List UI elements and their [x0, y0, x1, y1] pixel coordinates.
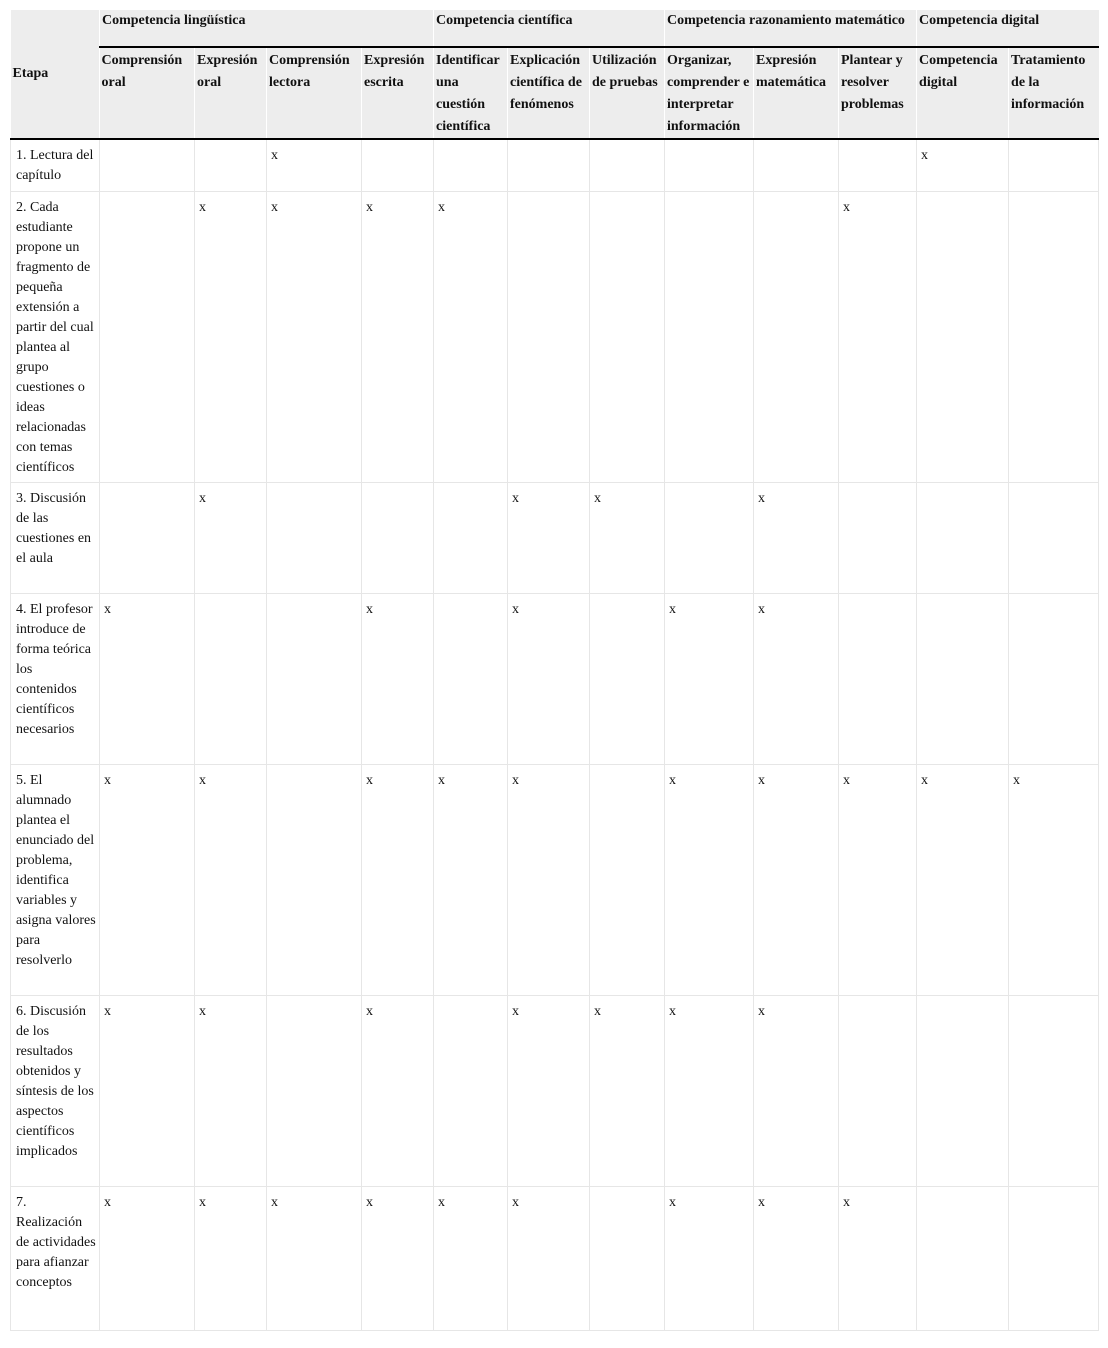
table-cell: x: [508, 1186, 590, 1330]
table-cell: x: [839, 764, 917, 995]
table-cell: x: [362, 593, 434, 764]
table-cell: x: [100, 764, 195, 995]
sub-header-expresion-matematica: Expresión matemática: [754, 47, 839, 139]
table-row: [11, 139, 1099, 191]
sub-header-competencia-digital: Competencia digital: [917, 47, 1009, 139]
table-cell: [1009, 482, 1099, 593]
table-cell: [434, 995, 508, 1186]
table-cell: x: [508, 593, 590, 764]
header-etapa: Etapa: [11, 10, 100, 139]
table-cell: [590, 139, 665, 191]
table-cell: [362, 139, 434, 191]
table-cell: [590, 764, 665, 995]
table-cell: [1009, 995, 1099, 1186]
sub-header-plantear-problemas: Plantear y resolver problemas: [839, 47, 917, 139]
table-cell: x: [100, 593, 195, 764]
table-cell: [665, 139, 754, 191]
table-cell: x: [434, 764, 508, 995]
table-cell: [267, 764, 362, 995]
sub-header-expresion-escrita: Expresión escrita: [362, 47, 434, 139]
table-cell: x: [508, 482, 590, 593]
table-cell: [362, 482, 434, 593]
table-cell: x: [839, 1186, 917, 1330]
row-etapa-cell: 7. Realización de actividades para afianzar conceptos: [11, 1186, 100, 1330]
table-cell: x: [195, 995, 267, 1186]
table-cell: [754, 139, 839, 191]
table-cell: x: [754, 593, 839, 764]
row-etapa-cell: 4. El profesor introduce de forma teórica los contenidos científicos necesarios: [11, 593, 100, 764]
table-cell: [267, 995, 362, 1186]
table-cell: [839, 139, 917, 191]
table-cell: x: [839, 191, 917, 482]
table-cell: [1009, 139, 1099, 191]
table-cell: x: [362, 1186, 434, 1330]
table-cell: [665, 191, 754, 482]
table-cell: [195, 593, 267, 764]
row-etapa-cell: 5. El alumnado plantea el enunciado del problema, identifica variables y asigna valores para resolverlo: [11, 764, 100, 995]
table-cell: x: [665, 593, 754, 764]
table-cell: [839, 995, 917, 1186]
table-cell: [839, 482, 917, 593]
table-cell: [754, 191, 839, 482]
table-row: [11, 593, 1099, 764]
table-cell: x: [195, 482, 267, 593]
table-cell: [839, 593, 917, 764]
sub-header-organizar-informacion: Organizar, comprender e interpretar información: [665, 47, 754, 139]
table-cell: [434, 482, 508, 593]
sub-header-comprension-lectora: Comprensión lectora: [267, 47, 362, 139]
table-cell: [434, 593, 508, 764]
table-cell: [590, 191, 665, 482]
group-header-digital: Competencia digital: [917, 10, 1099, 47]
table-cell: x: [1009, 764, 1099, 995]
table-cell: [100, 191, 195, 482]
table-cell: x: [508, 995, 590, 1186]
table-cell: x: [665, 995, 754, 1186]
table-cell: x: [590, 995, 665, 1186]
table-row: [11, 1186, 1099, 1330]
sub-header-utilizacion-pruebas: Utilización de pruebas: [590, 47, 665, 139]
table-cell: [1009, 593, 1099, 764]
table-cell: x: [434, 191, 508, 482]
table-cell: x: [195, 764, 267, 995]
table-cell: [267, 593, 362, 764]
table-cell: x: [195, 1186, 267, 1330]
group-header-linguistica: Competencia lingüística: [100, 10, 434, 47]
table-cell: [590, 593, 665, 764]
group-header-matematica: Competencia razonamiento matemático: [665, 10, 917, 47]
row-etapa-cell: 1. Lectura del capítulo: [11, 139, 100, 191]
table-cell: x: [754, 1186, 839, 1330]
table-cell: [917, 593, 1009, 764]
table-cell: [100, 139, 195, 191]
table-cell: x: [267, 191, 362, 482]
table-cell: [665, 482, 754, 593]
sub-header-identificar-cuestion: Identificar una cuestión científica: [434, 47, 508, 139]
table-cell: x: [434, 1186, 508, 1330]
table-cell: [1009, 191, 1099, 482]
table-cell: x: [362, 764, 434, 995]
sub-header-tratamiento-informacion: Tratamiento de la información: [1009, 47, 1099, 139]
table-cell: [434, 139, 508, 191]
table-cell: [508, 139, 590, 191]
table-cell: x: [754, 482, 839, 593]
row-etapa-cell: 6. Discusión de los resultados obtenidos y síntesis de los aspectos científicos implicados: [11, 995, 100, 1186]
table-cell: [917, 482, 1009, 593]
table-cell: x: [754, 764, 839, 995]
table-cell: x: [100, 1186, 195, 1330]
sub-header-expresion-oral: Expresión oral: [195, 47, 267, 139]
table-cell: [917, 995, 1009, 1186]
sub-header-explicacion-cientifica: Explicación científica de fenómenos: [508, 47, 590, 139]
table-cell: x: [665, 764, 754, 995]
sub-header-comprension-oral: Comprensión oral: [100, 47, 195, 139]
competencias-table: [10, 10, 1099, 1331]
table-cell: x: [362, 191, 434, 482]
table-cell: x: [917, 139, 1009, 191]
row-etapa-cell: 3. Discusión de las cuestiones en el aula: [11, 482, 100, 593]
table-row: [11, 482, 1099, 593]
table-row: [11, 995, 1099, 1186]
table-row: [11, 764, 1099, 995]
table-cell: x: [508, 764, 590, 995]
table-cell: x: [100, 995, 195, 1186]
table-cell: x: [917, 764, 1009, 995]
table-cell: x: [590, 482, 665, 593]
table-cell: [508, 191, 590, 482]
row-etapa-cell: 2. Cada estudiante propone un fragmento de pequeña extensión a partir del cual plantea al grupo cuestiones o ideas relacionadas con temas científicos: [11, 191, 100, 482]
table-cell: [100, 482, 195, 593]
table-cell: [195, 139, 267, 191]
table-cell: x: [754, 995, 839, 1186]
table-cell: x: [362, 995, 434, 1186]
group-header-cientifica: Competencia científica: [434, 10, 665, 47]
table-cell: [1009, 1186, 1099, 1330]
table-cell: [267, 482, 362, 593]
table-cell: x: [195, 191, 267, 482]
table-cell: [590, 1186, 665, 1330]
table-cell: x: [267, 1186, 362, 1330]
table-cell: x: [267, 139, 362, 191]
table-cell: [917, 1186, 1009, 1330]
table-cell: [917, 191, 1009, 482]
table-row: [11, 191, 1099, 482]
table-cell: x: [665, 1186, 754, 1330]
